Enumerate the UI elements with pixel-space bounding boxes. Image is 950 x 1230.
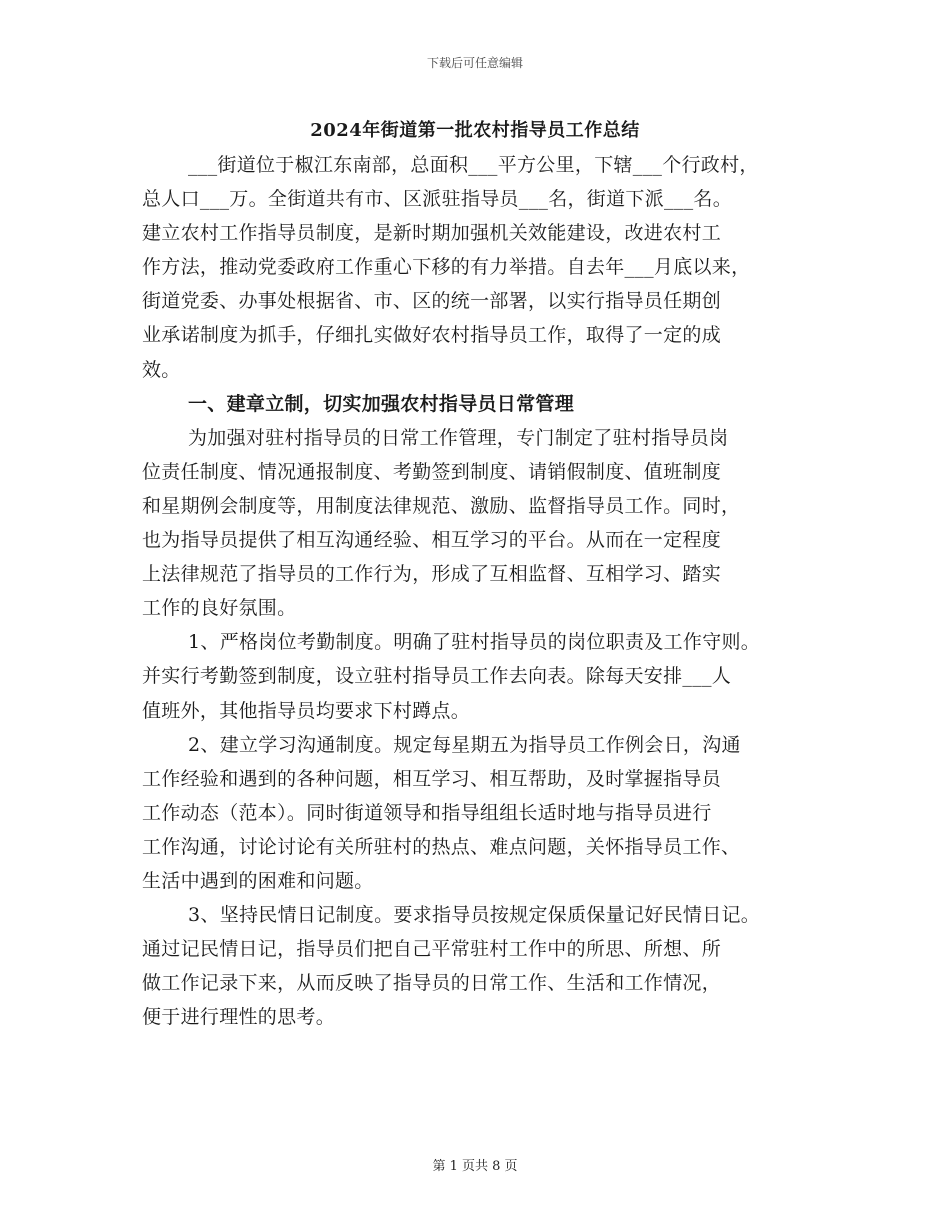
page-number: 第 1 页共 8 页 [432, 1159, 518, 1174]
text-line: 上法律规范了指导员的工作行为，形成了互相监督、互相学习、踏实 [142, 563, 722, 586]
text-line: 做工作记录下来，从而反映了指导员的日常工作、生活和工作情况， [142, 972, 722, 995]
text-line: 效。 [142, 358, 181, 381]
document-body [142, 148, 832, 1034]
text-line: 为加强对驻村指导员的日常工作管理，专门制定了驻村指导员岗 [188, 426, 729, 449]
text-line: 作方法，推动党委政府工作重心下移的有力举措。自去年___月底以来， [142, 256, 751, 279]
text-line: 值班外，其他指导员均要求下村蹲点。 [142, 699, 471, 722]
text-line: 和星期例会制度等，用制度法律规范、激励、监督指导员工作。同时， [142, 494, 741, 517]
text-line: 业承诺制度为抓手，仔细扎实做好农村指导员工作，取得了一定的成 [142, 324, 722, 347]
text-line: 并实行考勤签到制度，设立驻村指导员工作去向表。除每天安排___人 [142, 665, 732, 688]
text-line: 工作经验和遇到的各种问题，相互学习、相互帮助，及时掌握指导员 [142, 767, 722, 790]
text-line: 工作动态（范本）。同时街道领导和指导组组长适时地与指导员进行 [142, 801, 712, 824]
text-line: ___街道位于椒江东南部，总面积___平方公里，下辖___个行政村， [188, 154, 759, 176]
text-line: 也为指导员提供了相互沟通经验、相互学习的平台。从而在一定程度 [142, 529, 722, 552]
text-line: 便于进行理性的思考。 [142, 1006, 336, 1029]
text-line: 工作沟通，讨论讨论有关所驻村的热点、难点问题，关怀指导员工作、 [142, 835, 741, 858]
text-line: 街道党委、办事处根据省、市、区的统一部署，以实行指导员任期创 [142, 290, 722, 313]
text-line: 3、坚持民情日记制度。要求指导员按规定保质保量记好民情日记。 [188, 904, 761, 927]
text-line: 1、严格岗位考勤制度。明确了驻村指导员的岗位职责及工作守则。 [188, 631, 761, 654]
document-title: 2024年街道第一批农村指导员工作总结 [310, 120, 640, 141]
text-line: 建立农村工作指导员制度，是新时期加强机关效能建设，改进农村工 [142, 222, 722, 245]
download-note: 下载后可任意编辑 [426, 56, 523, 70]
text-line: 位责任制度、情况通报制度、考勤签到制度、请销假制度、值班制度 [142, 460, 722, 483]
section-heading: 一、建章立制，切实加强农村指导员日常管理 [188, 392, 575, 415]
text-line: 工作的良好氛围。 [142, 597, 297, 620]
text-line: 2、建立学习沟通制度。规定每星期五为指导员工作例会日，沟通 [188, 733, 741, 756]
text-line: 通过记民情日记，指导员们把自己平常驻村工作中的所思、所想、所 [142, 938, 722, 961]
text-line: 生活中遇到的困难和问题。 [142, 869, 374, 892]
text-line: 总人口___万。全街道共有市、区派驻指导员___名，街道下派___名。 [142, 188, 733, 211]
